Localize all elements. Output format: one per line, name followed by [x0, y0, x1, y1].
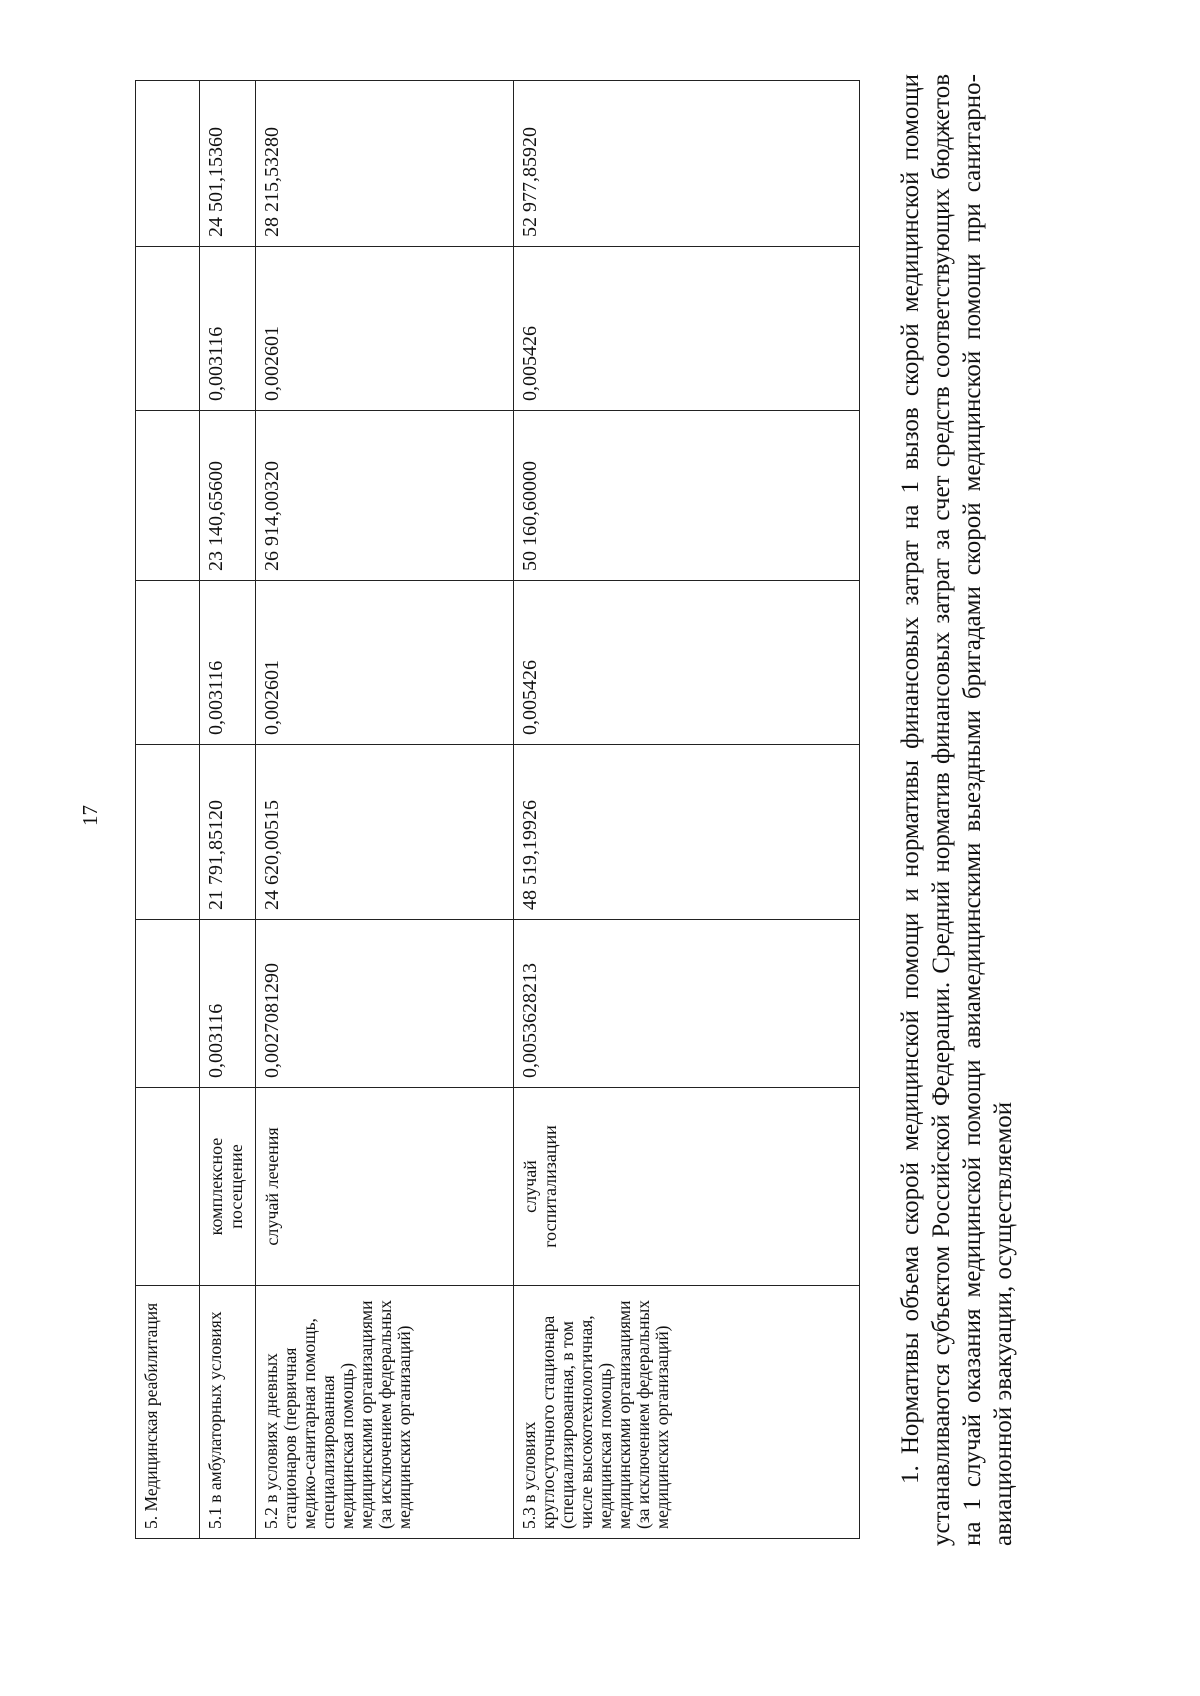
row-label: 5.3 в условиях круглосуточного стационара (специализированная, в том числе высокотехнологичная, медицинская помощь) медицинскими организациями (за исключением федеральных медицинских организаций): [514, 1286, 860, 1539]
value-cell: [136, 581, 200, 745]
value-cell: [136, 81, 200, 247]
footnote: [895, 74, 1019, 1546]
norms-table: [135, 80, 860, 1539]
row-unit: случай госпитализации: [514, 1088, 860, 1286]
row-unit: случай лечения: [256, 1088, 514, 1286]
value-cell: 0,0053628213: [514, 920, 860, 1088]
value-cell: 26 914,00320: [256, 411, 514, 581]
footnote-text: 1. Нормативы объема скорой медицинской помощи и нормативы финансовых затрат на 1 вызов скорой медицинской помощи устанавливаются субъектом Российской Федерации. Средний норматив финансовых затрат за счет средств соответствующих бюджетов на 1 случай оказания медицинской помощи авиамедицинскими выездными бригадами скорой медицинской помощи при санитарно-авиационной эвакуации, осуществляемой: [897, 74, 1017, 1546]
value-cell: 0,002601: [256, 247, 514, 411]
row-label: 5. Медицинская реабилитация: [136, 1286, 200, 1539]
value-cell: 52 977,85920: [514, 81, 860, 247]
page-number: 17: [78, 805, 102, 826]
row-label: 5.2 в условиях дневных стационаров (первичная медико-санитарная помощь, специализированная медицинская помощь) медицинскими организациями (за исключением федеральных медицинских организаций): [256, 1286, 514, 1539]
table-row: [256, 81, 514, 1539]
value-cell: 48 519,19926: [514, 745, 860, 920]
value-cell: 24 501,15360: [200, 81, 256, 247]
value-cell: 0,005426: [514, 247, 860, 411]
value-cell: 21 791,85120: [200, 745, 256, 920]
value-cell: 0,003116: [200, 920, 256, 1088]
value-cell: [136, 920, 200, 1088]
row-unit: [136, 1088, 200, 1286]
value-cell: 24 620,00515: [256, 745, 514, 920]
value-cell: 23 140,65600: [200, 411, 256, 581]
value-cell: 28 215,53280: [256, 81, 514, 247]
row-unit: комплексное посещение: [200, 1088, 256, 1286]
table-row: [514, 81, 860, 1539]
value-cell: [136, 745, 200, 920]
value-cell: 0,003116: [200, 247, 256, 411]
value-cell: [136, 411, 200, 581]
value-cell: 50 160,60000: [514, 411, 860, 581]
table-row: [200, 81, 256, 1539]
value-cell: [136, 247, 200, 411]
value-cell: 0,002601: [256, 581, 514, 745]
table-row: [136, 81, 200, 1539]
row-label: 5.1 в амбулаторных условиях: [200, 1286, 256, 1539]
value-cell: 0,005426: [514, 581, 860, 745]
value-cell: 0,003116: [200, 581, 256, 745]
value-cell: 0,0027081290: [256, 920, 514, 1088]
